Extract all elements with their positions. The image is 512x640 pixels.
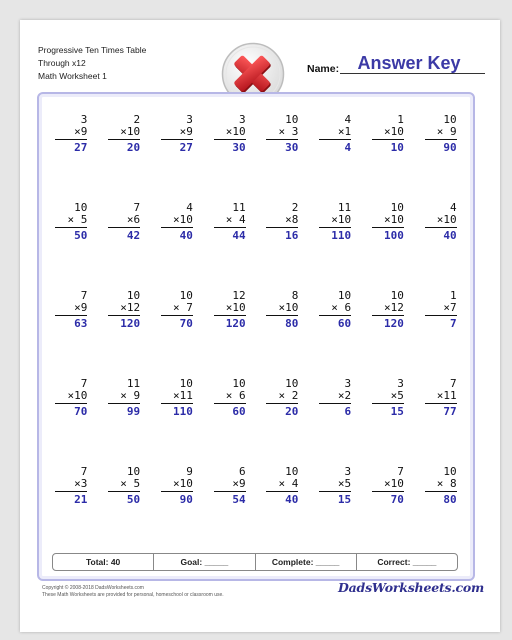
problem (203, 202, 256, 290)
problem-stack (319, 290, 351, 378)
multiplier: ×10 (372, 214, 404, 228)
multiplicand: 3 (397, 377, 404, 390)
complete-cell: Complete: _____ (256, 554, 357, 570)
answer: 100 (384, 229, 404, 242)
multiplicand: 10 (390, 289, 404, 302)
multiplicand: 4 (344, 113, 352, 126)
problem-stack (214, 466, 246, 554)
problem-stack (55, 466, 87, 554)
problem (362, 202, 415, 290)
answer: 6 (344, 405, 352, 418)
multiplicand: 11 (126, 377, 141, 390)
multiplicand: 6 (239, 465, 246, 478)
multiplicand: 9 (186, 465, 193, 478)
multiplier: ×10 (161, 214, 193, 228)
multiplicand: 2 (133, 113, 141, 126)
answer: 27 (179, 141, 193, 154)
problem-stack (372, 290, 404, 378)
problem-stack (161, 378, 193, 466)
answer: 40 (179, 229, 193, 242)
multiplicand: 10 (443, 113, 457, 126)
copyright (42, 585, 224, 599)
multiplier: ×10 (214, 302, 246, 316)
problem (45, 378, 98, 466)
problem-stack (55, 378, 87, 466)
problem (256, 290, 309, 378)
multiplicand: 10 (285, 465, 299, 478)
multiplicand: 12 (232, 289, 246, 302)
problem-stack (266, 290, 298, 378)
multiplicand: 4 (186, 201, 193, 214)
problem-stack (425, 290, 457, 378)
answer: 15 (390, 405, 404, 418)
answer: 70 (390, 493, 404, 506)
problem-row (45, 466, 467, 554)
answer: 40 (285, 493, 299, 506)
problem-stack (214, 202, 246, 290)
multiplicand: 7 (80, 465, 88, 478)
goal-cell: Goal: _____ (154, 554, 255, 570)
multiplier: × 4 (214, 214, 246, 228)
multiplicand: 10 (285, 377, 299, 390)
answer: 90 (179, 493, 193, 506)
problem-stack (214, 378, 246, 466)
multiplier: ×10 (108, 126, 140, 140)
problem (98, 114, 151, 202)
answer: 16 (285, 229, 299, 242)
answer: 20 (285, 405, 299, 418)
problem-stack (266, 202, 298, 290)
multiplier: ×11 (425, 390, 457, 404)
multiplier: ×10 (372, 478, 404, 492)
multiplier: ×8 (266, 214, 298, 228)
multiplier: ×10 (319, 214, 351, 228)
problem-stack (266, 114, 298, 202)
multiplicand: 8 (291, 289, 299, 302)
problem (151, 202, 204, 290)
answer: 110 (331, 229, 352, 242)
answer: 90 (443, 141, 457, 154)
problem-stack (161, 466, 193, 554)
multiplicand: 3 (186, 113, 193, 126)
answer: 99 (126, 405, 141, 418)
multiplier: × 7 (161, 302, 193, 316)
problem-stack (108, 290, 140, 378)
title-line-3: Math Worksheet 1 (38, 71, 107, 81)
problem-stack (108, 466, 140, 554)
dadsworksheets-logo: DadsWorksheets.com (338, 580, 485, 595)
answer: 120 (120, 317, 141, 330)
correct-cell: Correct: _____ (377, 557, 437, 567)
problem (362, 114, 415, 202)
multiplicand: 1 (397, 113, 404, 126)
multiplier: ×10 (425, 214, 457, 228)
multiplicand: 11 (337, 201, 352, 214)
answer: 27 (74, 141, 88, 154)
problem (203, 378, 256, 466)
problem (309, 114, 362, 202)
problem (151, 378, 204, 466)
multiplier: ×7 (425, 302, 457, 316)
multiplicand: 3 (80, 113, 88, 126)
problem-stack (55, 114, 87, 202)
multiplicand: 10 (126, 465, 141, 478)
multiplicand: 1 (450, 289, 457, 302)
answer: 77 (443, 405, 457, 418)
problem (362, 290, 415, 378)
multiplier: ×10 (372, 126, 404, 140)
answer: 70 (179, 317, 193, 330)
problem (151, 290, 204, 378)
multiplier: ×9 (161, 126, 193, 140)
problem (309, 202, 362, 290)
problem (98, 378, 151, 466)
multiplicand: 3 (344, 377, 352, 390)
problem-stack (372, 202, 404, 290)
problem-stack (214, 290, 246, 378)
answer: 70 (74, 405, 88, 418)
problem (203, 114, 256, 202)
problem-stack (425, 202, 457, 290)
problem-stack (55, 202, 87, 290)
problem-stack (161, 114, 193, 202)
multiplicand: 10 (232, 377, 246, 390)
problem-stack (266, 378, 298, 466)
multiplier: ×5 (319, 478, 351, 492)
answer: 110 (173, 405, 193, 418)
multiplicand: 10 (390, 201, 404, 214)
multiplier: × 6 (319, 302, 351, 316)
multiplier: × 9 (425, 126, 457, 140)
problem (414, 378, 467, 466)
answer: 50 (74, 229, 88, 242)
problem (45, 290, 98, 378)
problem (309, 290, 362, 378)
answer: 60 (232, 405, 246, 418)
problem (309, 466, 362, 554)
multiplier: ×10 (214, 126, 246, 140)
multiplier: ×9 (55, 126, 87, 140)
multiplicand: 7 (450, 377, 457, 390)
problem-stack (161, 202, 193, 290)
problem-row (45, 378, 467, 466)
answer: 30 (232, 141, 246, 154)
multiplier: ×12 (372, 302, 404, 316)
answer: 7 (450, 317, 457, 330)
worksheet-title (38, 44, 146, 83)
problem-stack (214, 114, 246, 202)
total-cell: Total: 40 (53, 554, 154, 570)
problem (98, 466, 151, 554)
problem-stack (55, 290, 87, 378)
answer: 4 (344, 141, 352, 154)
problem (256, 466, 309, 554)
multiplier: ×5 (372, 390, 404, 404)
multiplicand: 3 (239, 113, 246, 126)
problem-stack (425, 466, 457, 554)
answer: 42 (126, 229, 141, 242)
multiplier: × 9 (108, 390, 140, 404)
problem-stack (108, 202, 140, 290)
answer: 54 (232, 493, 246, 506)
answer-key-text: Answer Key (357, 53, 461, 73)
multiplier: × 5 (55, 214, 87, 228)
problem-stack (108, 114, 140, 202)
problem (309, 378, 362, 466)
multiplier: ×2 (319, 390, 351, 404)
multiplicand: 2 (291, 201, 299, 214)
answer: 15 (337, 493, 352, 506)
multiplier: ×9 (214, 478, 246, 492)
problem (362, 466, 415, 554)
multiplicand: 10 (74, 201, 88, 214)
problem (362, 378, 415, 466)
multiplicand: 7 (80, 377, 88, 390)
multiplier: ×3 (55, 478, 87, 492)
multiplier: ×9 (55, 302, 87, 316)
answer: 80 (443, 493, 457, 506)
answer: 20 (126, 141, 141, 154)
multiplier: × 5 (108, 478, 140, 492)
answer: 120 (384, 317, 404, 330)
multiplicand: 4 (450, 201, 457, 214)
answer: 30 (285, 141, 299, 154)
multiplier: ×1 (319, 126, 351, 140)
problem-stack (319, 202, 351, 290)
multiplier: ×10 (266, 302, 298, 316)
multiplier: ×6 (108, 214, 140, 228)
answer: 60 (337, 317, 352, 330)
answer: 63 (74, 317, 88, 330)
answer: 21 (74, 493, 88, 506)
name-label: Name: (307, 63, 340, 75)
multiplier: ×12 (108, 302, 140, 316)
problem-stack (319, 114, 351, 202)
multiplicand: 7 (397, 465, 404, 478)
problem-stack (108, 378, 140, 466)
multiplicand: 3 (344, 465, 352, 478)
problems-frame (37, 92, 475, 581)
multiplicand: 10 (179, 377, 193, 390)
problem (414, 114, 467, 202)
answer: 44 (232, 229, 246, 242)
problem (151, 114, 204, 202)
problem-row (45, 202, 467, 290)
answer: 120 (225, 317, 246, 330)
multiplicand: 11 (232, 201, 246, 214)
multiplier: × 2 (266, 390, 298, 404)
problem (45, 114, 98, 202)
title-line-2: Through x12 (38, 58, 86, 68)
problems-grid (45, 114, 467, 554)
multiplier: × 8 (425, 478, 457, 492)
problem (45, 466, 98, 554)
copyright-line-1: Copyright © 2008-2018 DadsWorksheets.com (42, 585, 144, 591)
multiplicand: 10 (285, 113, 299, 126)
answer: 40 (443, 229, 457, 242)
problem-stack (372, 114, 404, 202)
problem-row (45, 114, 467, 202)
problem-stack (319, 466, 351, 554)
problem (98, 202, 151, 290)
problem (414, 290, 467, 378)
problem-stack (319, 378, 351, 466)
answer: 10 (390, 141, 404, 154)
problem (151, 466, 204, 554)
problem (256, 202, 309, 290)
answer: 50 (126, 493, 141, 506)
problem (45, 202, 98, 290)
answer: 80 (285, 317, 299, 330)
problem (203, 290, 256, 378)
title-line-1: Progressive Ten Times Table (38, 45, 147, 55)
multiplicand: 7 (80, 289, 88, 302)
multiplicand: 7 (133, 201, 141, 214)
multiplicand: 10 (179, 289, 193, 302)
score-footer (52, 553, 458, 571)
problem-stack (372, 466, 404, 554)
multiplier: × 6 (214, 390, 246, 404)
multiplier: × 4 (266, 478, 298, 492)
problem (203, 466, 256, 554)
problem-stack (425, 114, 457, 202)
problem (414, 466, 467, 554)
multiplicand: 10 (443, 465, 457, 478)
multiplicand: 10 (337, 289, 352, 302)
multiplicand: 10 (126, 289, 141, 302)
problem-row (45, 290, 467, 378)
copyright-line-2: These Math Worksheets are provided for personal, homeschool or classroom use. (42, 592, 224, 598)
multiplier: × 3 (266, 126, 298, 140)
problem-stack (266, 466, 298, 554)
problem-stack (161, 290, 193, 378)
problem-stack (425, 378, 457, 466)
problem (98, 290, 151, 378)
problem (256, 378, 309, 466)
multiplier: ×10 (161, 478, 193, 492)
problem-stack (372, 378, 404, 466)
problem (414, 202, 467, 290)
multiplier: ×10 (55, 390, 87, 404)
multiplier: ×11 (161, 390, 193, 404)
problem (256, 114, 309, 202)
